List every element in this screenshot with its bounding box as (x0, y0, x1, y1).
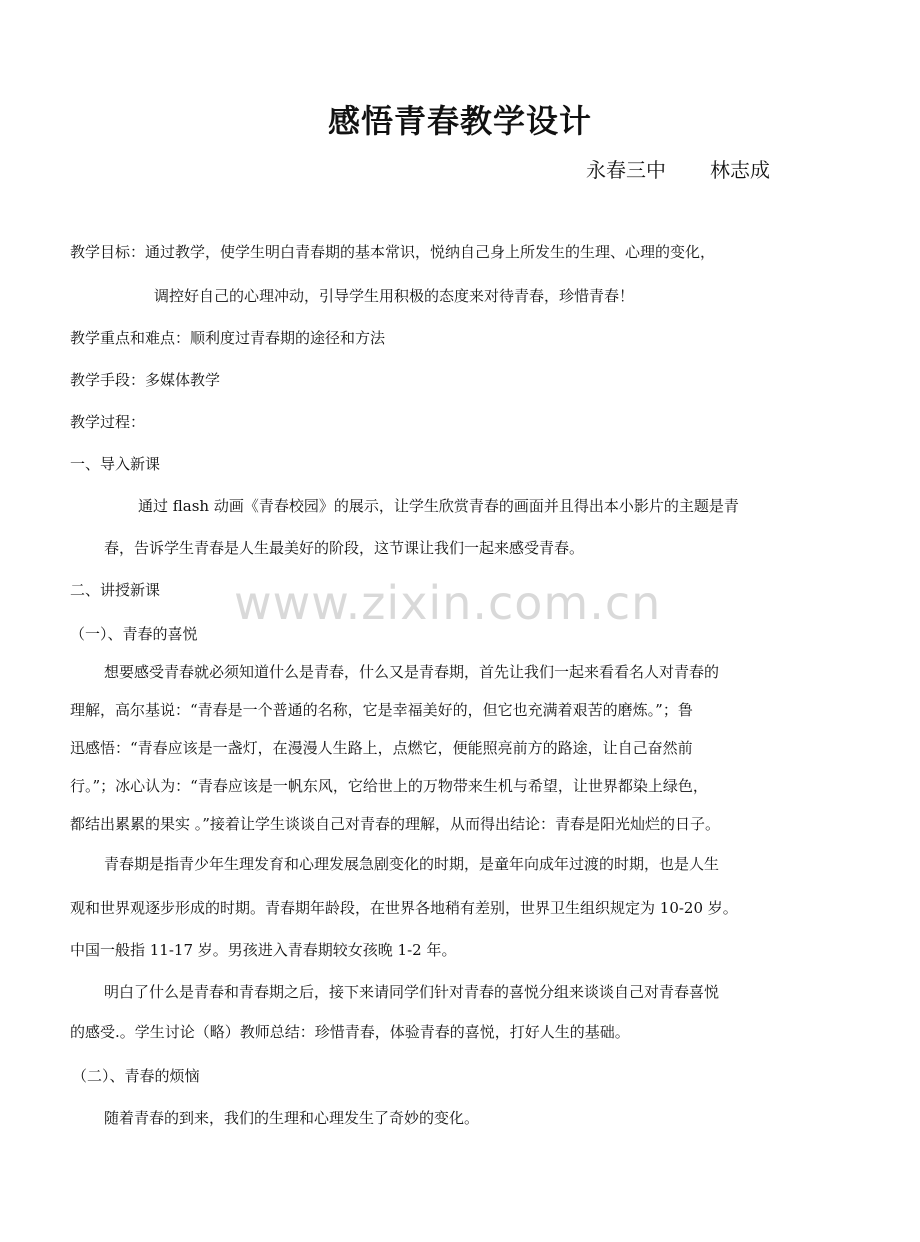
section-2-heading: 二、讲授新课 (70, 581, 161, 599)
sub1-p3-line-1: 明白了什么是青春和青春期之后，接下来请同学们针对青春的喜悦分组来谈谈自己对青春喜悦 (104, 983, 720, 1001)
section-1-line-2: 春，告诉学生青春是人生最美好的阶段，这节课让我们一起来感受青春。 (104, 539, 585, 557)
key-points: 教学重点和难点：顺利度过青春期的途径和方法 (70, 329, 386, 347)
sub1-p3-line-2: 的感受.。学生讨论（略）教师总结：珍惜青春，体验青春的喜悦，打好人生的基础。 (70, 1023, 630, 1041)
author-line (586, 154, 770, 183)
sub2-p1-line-1: 随着青春的到来，我们的生理和心理发生了奇妙的变化。 (104, 1109, 480, 1127)
section-1-heading: 一、导入新课 (70, 455, 161, 473)
document-title: 感悟青春教学设计 (327, 102, 592, 140)
section-1-line-1: 通过 flash 动画《青春校园》的展示，让学生欣赏青春的画面并且得出本小影片的主题是青 (138, 497, 739, 515)
objectives-line-2: 调控好自己的心理冲动，引导学生用积极的态度来对待青春，珍惜青春！ (154, 287, 635, 305)
school-name: 永春三中 (586, 158, 666, 182)
sub1-p2-line-3: 中国一般指 11-17 岁。男孩进入青春期较女孩晚 1-2 年。 (70, 941, 457, 959)
watermark: www.zixin.com.cn (234, 576, 662, 630)
sub1-p1-line-3: 迅感悟：“青春应该是一盏灯，在漫漫人生路上，点燃它，便能照亮前方的路途，让自己奋然前 (70, 739, 693, 757)
teaching-means: 教学手段：多媒体教学 (70, 371, 221, 389)
subsection-1-heading: （一）、青春的喜悦 (70, 625, 198, 643)
sub1-p1-line-2: 理解，高尔基说：“青春是一个普通的名称，它是幸福美好的，但它也充满着艰苦的磨炼。”；鲁 (70, 701, 693, 719)
sub1-p2-line-2: 观和世界观逐步形成的时期。青春期年龄段，在世界各地稍有差别，世界卫生组织规定为 10-20 岁。 (70, 899, 738, 917)
process-heading: 教学过程： (70, 413, 146, 431)
sub1-p2-line-1: 青春期是指青少年生理发育和心理发展急剧变化的时期，是童年向成年过渡的时期，也是人生 (104, 855, 720, 873)
author-name: 林志成 (710, 158, 770, 182)
sub1-p1-line-5: 都结出累累的果实 。”接着让学生谈谈自己对青春的理解，从而得出结论：青春是阳光灿烂的日子。 (70, 815, 720, 833)
sub1-p1-line-4: 行。”；冰心认为：“青春应该是一帆东风，它给世上的万物带来生机与希望，让世界都染上绿色， (70, 777, 708, 795)
subsection-2-heading: （二）、青春的烦恼 (72, 1067, 200, 1085)
sub1-p1-line-1: 想要感受青春就必须知道什么是青春，什么又是青春期，首先让我们一起来看看名人对青春的 (104, 663, 720, 681)
objectives-line-1: 教学目标：通过教学，使学生明白青春期的基本常识，悦纳自己身上所发生的生理、心理的变化， (70, 243, 716, 261)
